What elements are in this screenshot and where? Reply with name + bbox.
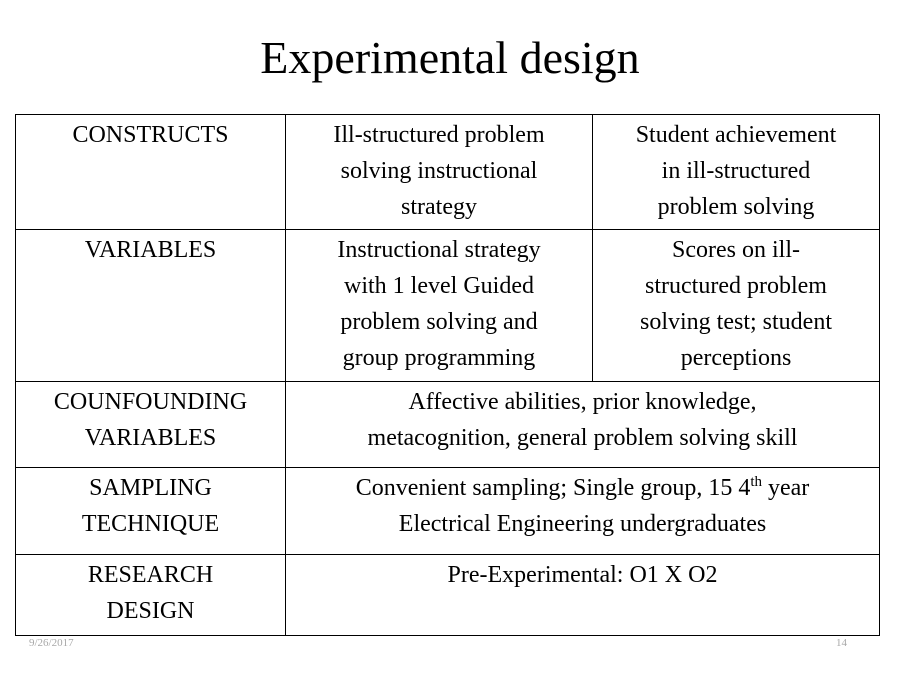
row-label: VARIABLES (84, 425, 217, 451)
cell-line: structured problem (645, 273, 827, 299)
cell-line: with 1 level Guided (344, 273, 534, 299)
dependent-cell (593, 115, 880, 230)
table-row-research-design (16, 555, 880, 636)
merged-cell (286, 555, 880, 636)
ordinal-suffix: th (750, 474, 762, 490)
cell-line: problem solving and (340, 309, 538, 335)
independent-cell (286, 115, 593, 230)
row-label-cell (16, 468, 286, 555)
cell-line (290, 470, 875, 506)
table-row-variables (16, 230, 880, 382)
row-label: SAMPLING (89, 475, 212, 501)
row-label-cell (16, 382, 286, 468)
cell-line: solving instructional (340, 158, 538, 184)
cell-line: metacognition, general problem solving skill (367, 425, 798, 451)
independent-cell (286, 230, 593, 382)
table-row-confounding-variables (16, 382, 880, 468)
page-number: 14 (836, 637, 847, 649)
cell-line: Ill-structured problem (333, 122, 545, 148)
row-label-cell (16, 230, 286, 382)
cell-line: Scores on ill- (672, 237, 800, 263)
cell-text: Convenient sampling; Single group, 15 4 (355, 475, 751, 501)
table-row-constructs (16, 115, 880, 230)
table-row-sampling-technique (16, 468, 880, 555)
row-label: VARIABLES (84, 237, 217, 263)
experimental-design-table (15, 114, 880, 636)
cell-line: Affective abilities, prior knowledge, (408, 389, 757, 415)
cell-line: Electrical Engineering undergraduates (398, 511, 767, 537)
row-label: DESIGN (106, 598, 195, 624)
cell-line: Instructional strategy (337, 237, 541, 263)
cell-line: problem solving (657, 194, 815, 220)
footer-date: 9/26/2017 (29, 637, 74, 649)
cell-line: in ill-structured (661, 158, 811, 184)
row-label-cell (16, 555, 286, 636)
cell-line: Student achievement (635, 122, 837, 148)
merged-cell (286, 468, 880, 555)
cell-line: strategy (401, 194, 477, 220)
row-label: TECHNIQUE (81, 511, 220, 537)
cell-text: year (762, 475, 810, 501)
cell-line: solving test; student (640, 309, 832, 335)
slide-title: Experimental design (260, 32, 640, 83)
row-label-cell (16, 115, 286, 230)
row-label: CONSTRUCTS (72, 122, 229, 148)
merged-cell (286, 382, 880, 468)
cell-line: Pre-Experimental: O1 X O2 (447, 562, 718, 588)
row-label: RESEARCH (87, 562, 214, 588)
dependent-cell (593, 230, 880, 382)
cell-line: group programming (342, 345, 536, 371)
row-label: COUNFOUNDING (53, 389, 248, 415)
cell-line: perceptions (680, 345, 792, 371)
